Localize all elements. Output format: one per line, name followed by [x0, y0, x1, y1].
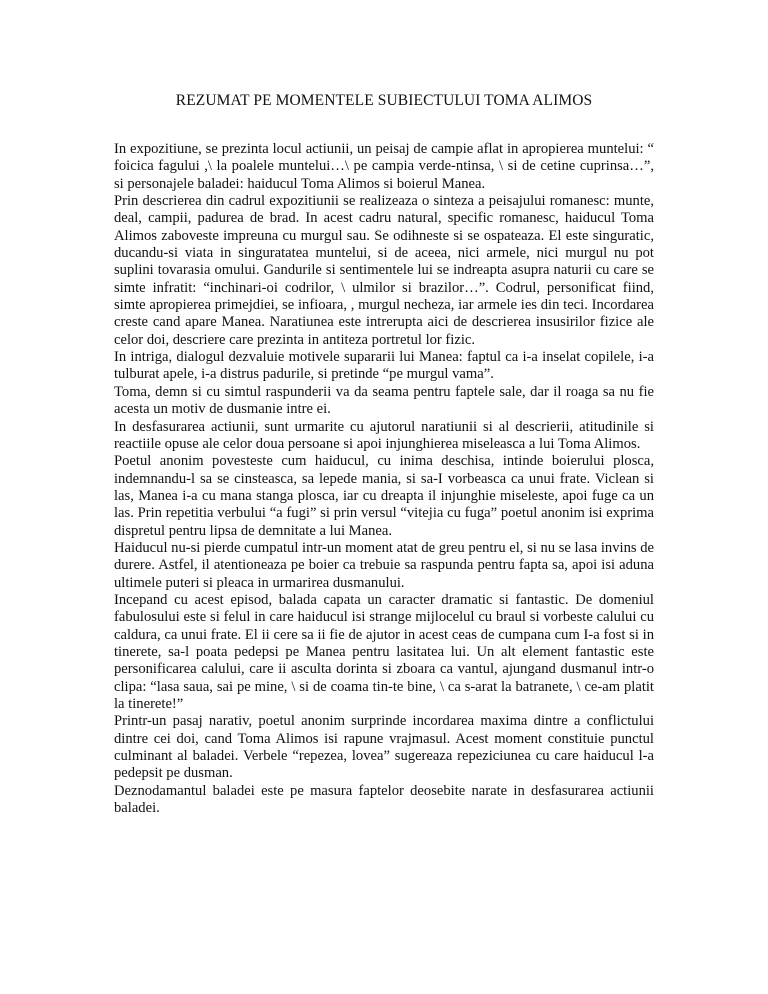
paragraph-toma: Toma, demn si cu simtul raspunderii va da seama pentru faptele sale, dar il roaga sa nu fie acesta un motiv de dusmanie intre ei.	[114, 383, 654, 418]
paragraph-deznodamant: Deznodamantul baladei este pe masura faptelor deosebite narate in desfasurarea actiunii baladei.	[114, 782, 654, 817]
paragraph-intriga: In intriga, dialogul dezvaluie motivele supararii lui Manea: faptul ca i-a inselat copilele, i-a tulburat apele, i-a distrus padurile, si pretinde “pe murgul vama”.	[114, 349, 654, 383]
paragraph-poetul: Poetul anonim povesteste cum haiducul, cu inima deschisa, intinde boierului plosca, indemnandu-l sa se cinsteasca, sa lepede mania, si sa-I vorbeasca ca unui frate. Viclean si las, Manea i-a cu mana stanga plosca, iar cu dreapta il injunghie miseleste, apoi fuge ca un las. Prin repetitia verbului “a fugi” si prin versul “vitejia cu fuga” poetul anonim isi exprima dispretul pentru lipsa de demnitate a lui Manea.	[114, 453, 654, 539]
document-body	[114, 141, 654, 817]
paragraph-descriere: Prin descrierea din cadrul expozitiunii se realizeaza o sinteza a peisajului romanesc: munte, deal, campii, padurea de brad. In acest cadru natural, specific romanesc, haiducul Toma Alimos zaboveste impreuna cu murgul sau. Se odihneste si se ospateaza. El este singuratic, ducandu-si viata in singuratatea muntelui, si de aceea, nici armele, nici murgul nu pot suplini tovarasia omului. Gandurile si sentimentele lui se indreapta asupra naturii cu care se simte infratit: “inchinari-oi codrilor, \ ulmilor si brazilor…”. Codrul, personificat fiind, simte apropierea primejdiei, se infioara, , murgul necheza, iar armele ies din teci. Incordarea creste cand apare Manea. Naratiunea este intrerupta aici de descrierea insusirilor fizice ale celor doi, descriere care prezinta in antiteza portretul lor fizic.	[114, 193, 654, 348]
paragraph-desfasurare: In desfasurarea actiunii, sunt urmarite cu ajutorul naratiunii si al descrierii, atitudinile si reactiile opuse ale celor doua persoane si apoi injunghierea miseleasca a lui Toma Alimos.	[114, 418, 654, 452]
paragraph-fantastic: Incepand cu acest episod, balada capata un caracter dramatic si fantastic. De domeniul fabulosului este si felul in care haiducul isi strange mijlocelul cu braul si vorbeste calului cu caldura, ca unui frate. El ii cere sa ii fie de ajutor in acest ceas de cumpana cum I-a fost si in tinerete, sa-l poata pedepsi pe Manea pentru lasitatea lui. Un alt element fantastic este personificarea calului, care ii asculta dorinta si zboara ca vantul, ajungand dusmanul intr-o clipa: “lasa saua, sai pe mine, \ si de coama tin-te bine, \ ca s-arat la batranete, \ ce-am platit la tinerete!”	[114, 591, 654, 712]
paragraph-expozitiune: In expozitiune, se prezinta locul actiunii, un peisaj de campie aflat in apropierea muntelui: “ foicica fagului ,\ la poalele muntelui…\ pe campia verde-ntinsa, \ si de cetine cuprinsa…”, si personajele baladei: haiducul Toma Alimos si boierul Manea.	[114, 141, 654, 192]
document-title: REZUMAT PE MOMENTELE SUBIECTULUI TOMA ALIMOS	[175, 92, 593, 109]
paragraph-haiducul: Haiducul nu-si pierde cumpatul intr-un moment atat de greu pentru el, si nu se lasa invins de durere. Astfel, il atentioneaza pe boier ca trebuie sa raspunda pentru fapta sa, apoi isi aduna ultimele puteri si pleaca in urmarirea dusmanului.	[114, 539, 654, 591]
paragraph-punct-culminant: Printr-un pasaj narativ, poetul anonim surprinde incordarea maxima dintre a conflictului dintre cei doi, cand Toma Alimos isi rapune vrajmasul. Acest moment constituie punctul culminant al baladei. Verbele “repezea, lovea” sugereaza repeziciunea cu care haiducul l-a pedepsit pe dusman.	[114, 713, 654, 782]
